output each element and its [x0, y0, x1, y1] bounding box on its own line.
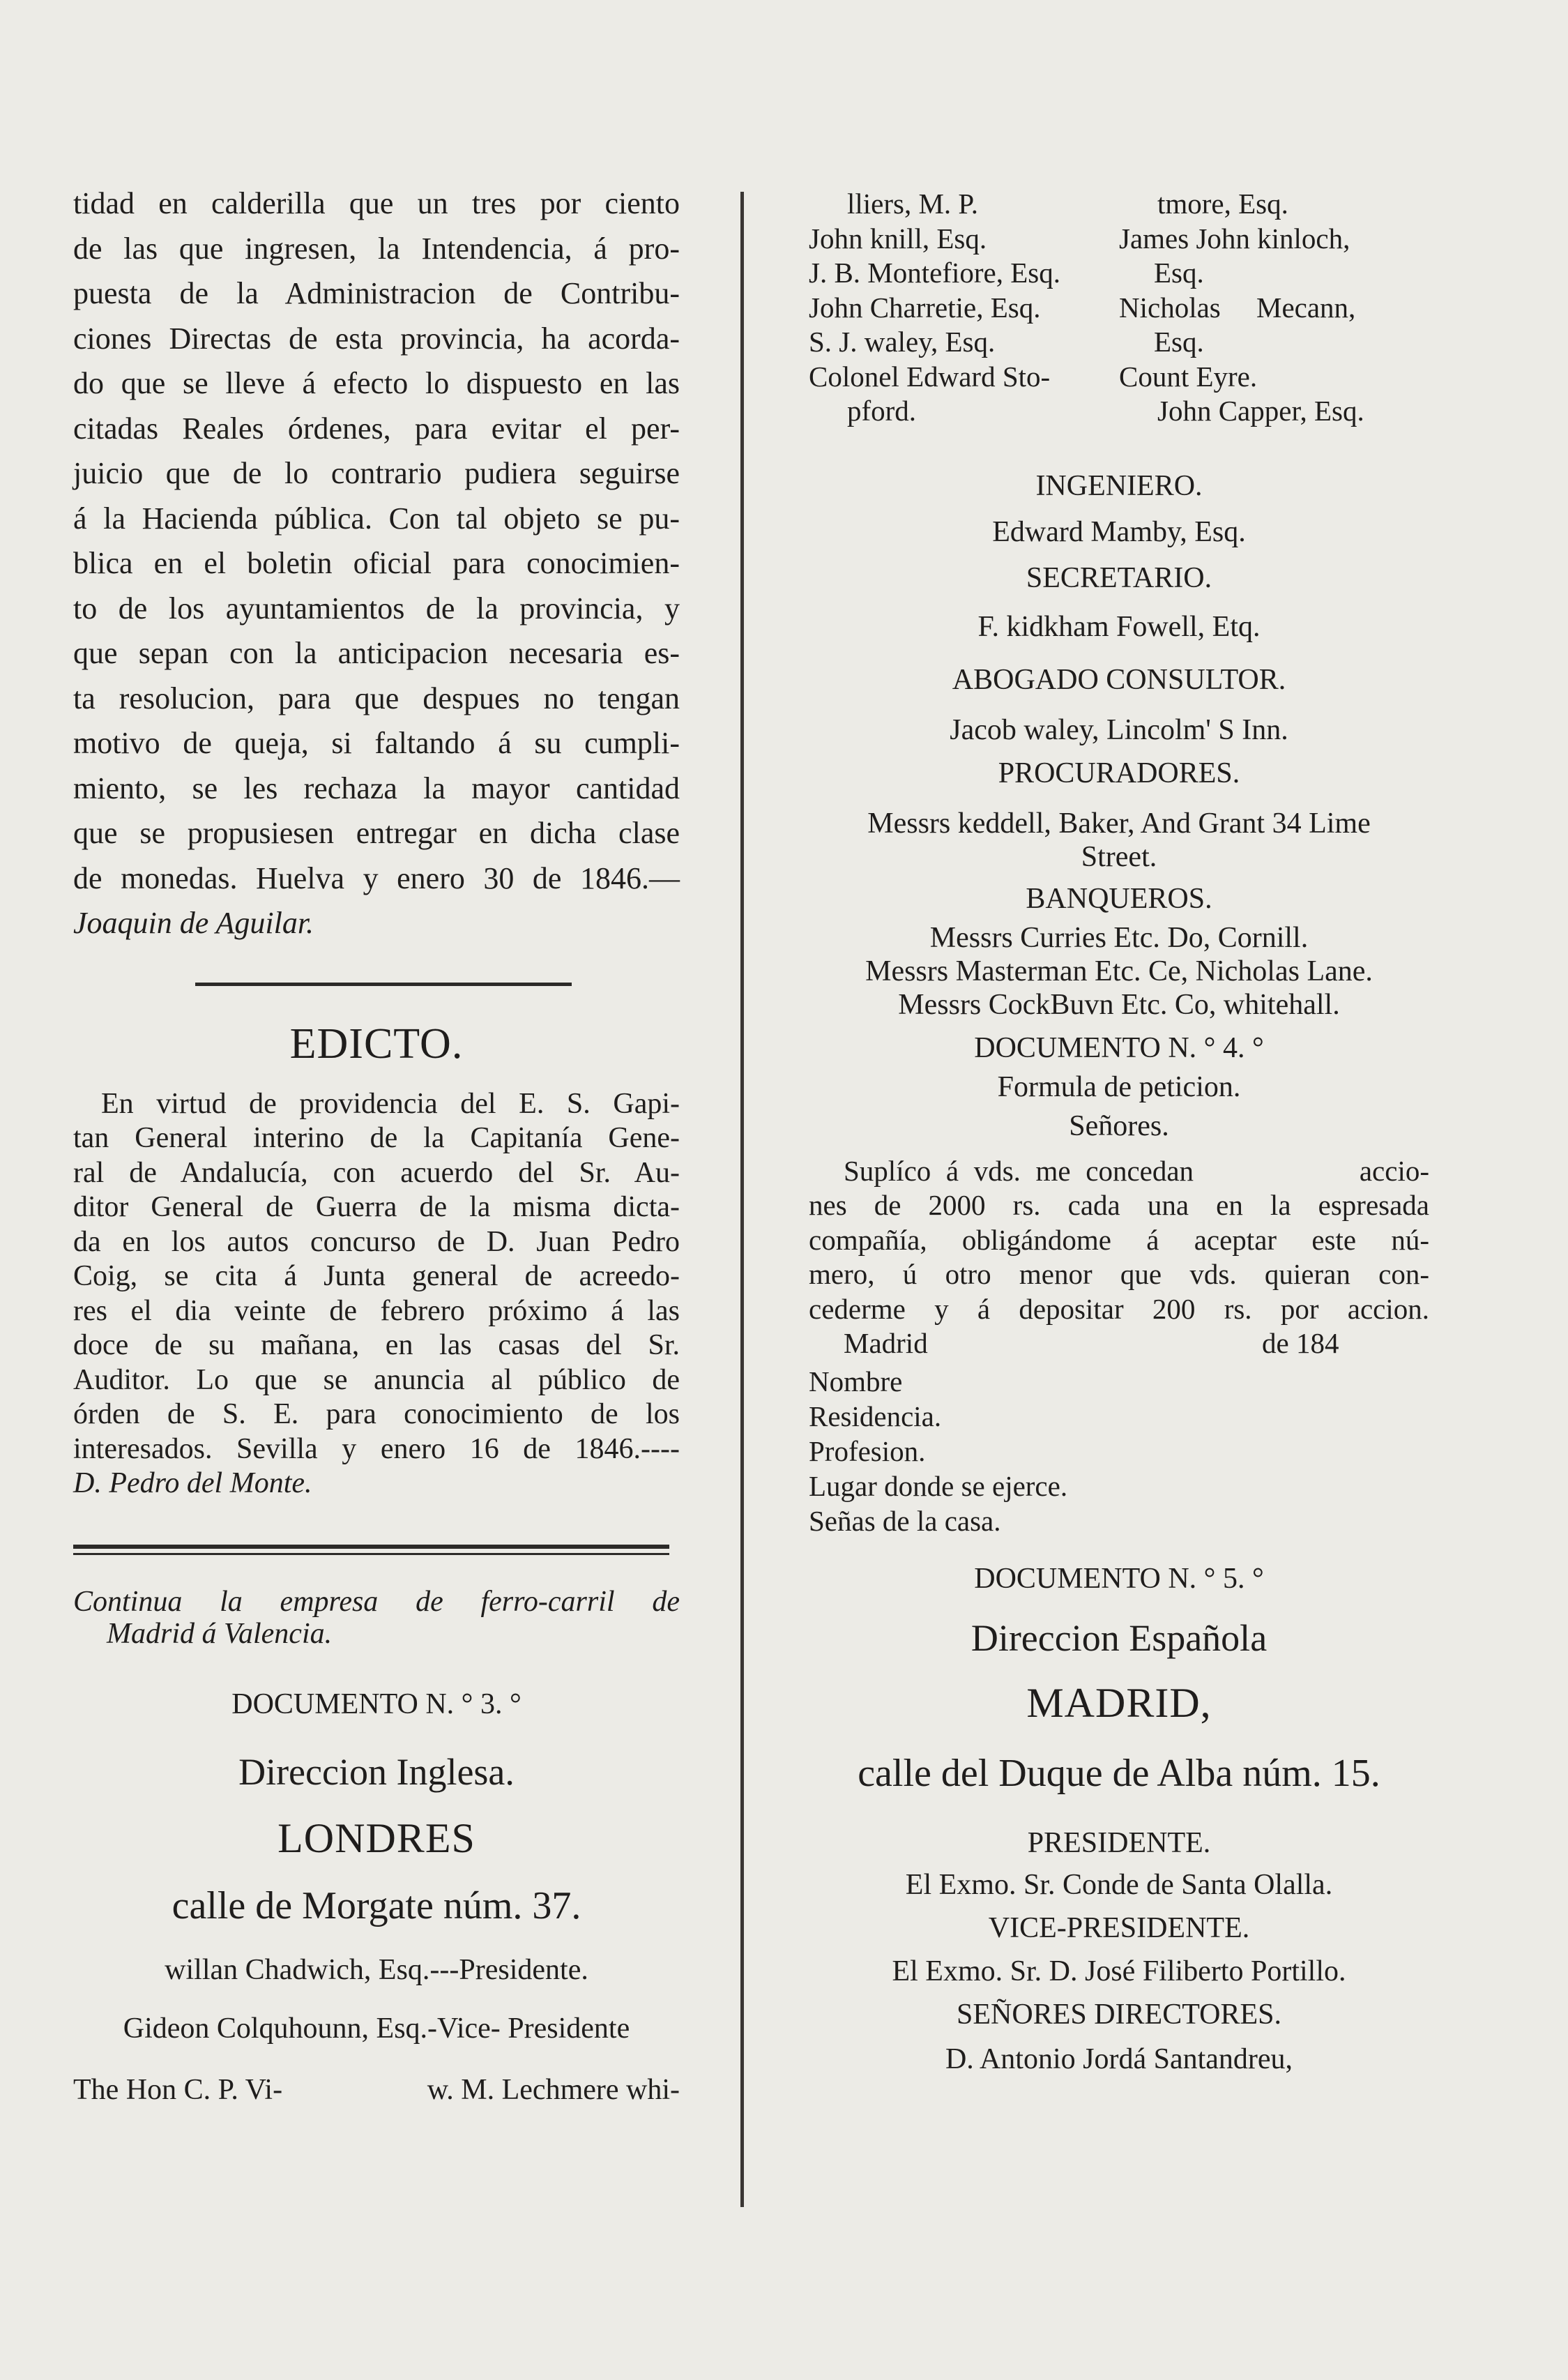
peticion-paragraph: [809, 1154, 1429, 1327]
madrid-heading: MADRID,: [1026, 1679, 1212, 1726]
list-item: [809, 187, 1429, 222]
right-column: [809, 187, 1429, 2076]
presidente-name: El Exmo. Sr. Conde de Santa Olalla.: [905, 1868, 1333, 1901]
secretario-heading: SECRETARIO.: [1026, 561, 1212, 594]
text-line: miento, se les rechaza la mayor cantidad: [73, 771, 680, 805]
director-name: J. B. Montefiore, Esq.: [809, 257, 1060, 289]
date-year: de 184: [1262, 1327, 1339, 1359]
text-line: Coig, se cita á Junta general de acreedo-: [73, 1260, 680, 1292]
field-label: Residencia.: [809, 1400, 942, 1432]
banqueros-heading: BANQUEROS.: [1026, 882, 1212, 915]
director-name: Colonel Edward Sto-: [809, 360, 1051, 393]
text-line: En virtud de providencia del E. S. Gapi-: [101, 1087, 680, 1120]
director-line: [73, 2073, 680, 2107]
text-line: Suplíco á vds. me concedan accio-: [844, 1154, 1429, 1187]
text-line: puesta de la Administracion de Contribu-: [73, 276, 680, 310]
director-left: The Hon C. P. Vi-: [73, 2073, 283, 2106]
field-label: Lugar donde se ejerce.: [809, 1469, 1068, 1502]
banqueros-line: Messrs Curries Etc. Do, Cornill.: [929, 921, 1309, 954]
edicto-signature: D. Pedro del Monte.: [73, 1467, 312, 1499]
field-label: Señas de la casa.: [809, 1504, 1001, 1537]
procuradores-line: Street.: [1081, 840, 1157, 873]
text-line: de monedas. Huelva y enero 30 de 1846.—: [73, 861, 680, 895]
edicto-paragraph: [73, 1087, 680, 1501]
section-divider: [195, 983, 572, 986]
president-line: willan Chadwich, Esq.---Presidente.: [165, 1953, 588, 1986]
text-line: mero, ú otro menor que vds. quieran con-: [809, 1258, 1429, 1290]
morgate-address: calle de Morgate núm. 37.: [172, 1883, 581, 1927]
documento-5-heading: DOCUMENTO N. ° 5. °: [974, 1562, 1264, 1595]
director-name: John knill, Esq.: [809, 222, 987, 255]
text-line: ral de Andalucía, con acuerdo del Sr. Au-: [73, 1156, 680, 1189]
director-name: Count Eyre.: [1119, 360, 1258, 393]
directores-heading: SEÑORES DIRECTORES.: [957, 1998, 1281, 2031]
continua-note: [73, 1586, 680, 1650]
text-line: tan General interino de la Capitanía Gene-: [73, 1122, 680, 1154]
text-line: doce de su mañana, en las casas del Sr.: [73, 1329, 680, 1361]
ingeniero-name: Edward Mamby, Esq.: [992, 515, 1246, 548]
list-item: [809, 325, 1429, 360]
text-line: citadas Reales órdenes, para evitar el per-: [73, 411, 680, 446]
field-label: Profesion.: [809, 1434, 926, 1467]
form-fields: [809, 1364, 1429, 1538]
text-line: juicio que de lo contrario pudiera seguirse: [73, 456, 680, 490]
text-line: motivo de queja, si faltando á su cumpli-: [73, 726, 680, 760]
text-line: ta resolucion, para que despues no tengan: [73, 681, 680, 715]
list-item: [809, 394, 1429, 429]
text-line: ditor General de Guerra de la misma dicta-: [73, 1191, 680, 1223]
duque-address: calle del Duque de Alba núm. 15.: [858, 1751, 1380, 1795]
text-line: cederme y á depositar 200 rs. por accion.: [809, 1292, 1429, 1325]
column-divider: [740, 192, 744, 2207]
abogado-heading: ABOGADO CONSULTOR.: [952, 663, 1286, 696]
director-name: pford.: [847, 395, 917, 427]
text-line: de las que ingresen, la Intendencia, á pro-: [73, 231, 680, 266]
text-line: res el dia veinte de febrero próximo á las: [73, 1294, 680, 1327]
text-line: Madrid á Valencia.: [107, 1617, 333, 1650]
director-name: lliers, M. P.: [847, 188, 978, 220]
text-line: interesados. Sevilla y enero 16 de 1846.----: [73, 1432, 680, 1465]
signature: Joaquin de Aguilar.: [73, 906, 314, 940]
list-item: [809, 256, 1429, 291]
director-name: Nicholas Mecann,: [1119, 291, 1356, 324]
madrid-date-line: [809, 1326, 1429, 1361]
text-line: compañía, obligándome á aceptar este nú-: [809, 1223, 1429, 1256]
text-line: ciones Directas de esta provincia, ha acorda-: [73, 321, 680, 356]
presidente-heading: PRESIDENTE.: [1027, 1826, 1211, 1859]
banqueros-line: Messrs CockBuvn Etc. Co, whitehall.: [898, 988, 1340, 1021]
text-line: da en los autos concurso de D. Juan Pedro: [73, 1225, 680, 1258]
director-name: John Charretie, Esq.: [809, 291, 1041, 324]
secretario-name: F. kidkham Fowell, Etq.: [977, 610, 1261, 643]
director-name: Esq.: [1154, 257, 1204, 289]
documento-4-heading: DOCUMENTO N. ° 4. °: [974, 1031, 1264, 1064]
abogado-name: Jacob waley, Lincolm' S Inn.: [950, 713, 1288, 746]
direccion-inglesa-heading: Direccion Inglesa.: [238, 1750, 515, 1793]
banqueros-line: Messrs Masterman Etc. Ce, Nicholas Lane.: [865, 955, 1373, 987]
text-line: órden de S. E. para conocimiento de los: [73, 1398, 680, 1430]
director-name: S. J. waley, Esq.: [809, 326, 996, 358]
text-line: que se propusiesen entregar en dicha clase: [73, 816, 680, 850]
director-name: James John kinloch,: [1119, 222, 1350, 255]
londres-heading: LONDRES: [277, 1814, 475, 1861]
text-line: que sepan con la anticipacion necesaria es-: [73, 636, 680, 670]
text-line: Auditor. Lo que se anuncia al público de: [73, 1363, 680, 1396]
procuradores-heading: PROCURADORES.: [998, 757, 1240, 789]
text-line: tidad en calderilla que un tres por ciento: [73, 186, 680, 220]
directores-name: D. Antonio Jordá Santandreu,: [945, 2042, 1293, 2075]
text-line: á la Hacienda pública. Con tal objeto se pu-: [73, 501, 680, 536]
text-line: do que se lleve á efecto lo dispuesto en las: [73, 366, 680, 400]
formula-heading: Formula de peticion.: [997, 1070, 1241, 1103]
director-name: Esq.: [1154, 326, 1204, 358]
double-divider: [73, 1545, 669, 1555]
text-line: nes de 2000 rs. cada una en la espresada: [809, 1189, 1429, 1221]
text-line: Continua la empresa de ferro-carril de: [73, 1585, 680, 1618]
ingeniero-heading: INGENIERO.: [1035, 469, 1203, 502]
senores-line: Señores.: [1069, 1109, 1169, 1142]
director-name: John Capper, Esq.: [1157, 395, 1364, 427]
text-line: blica en el boletin oficial para conocimien-: [73, 546, 680, 580]
vice-president-line: Gideon Colquhounn, Esq.-Vice- Presidente: [123, 2012, 630, 2045]
list-item: [809, 291, 1429, 326]
direccion-espanola-heading: Direccion Española: [971, 1616, 1268, 1659]
directors-list: [809, 187, 1429, 429]
director-right: w. M. Lechmere whi-: [427, 2073, 680, 2106]
date-place: Madrid: [844, 1327, 928, 1359]
documento-3-heading: DOCUMENTO N. ° 3. °: [231, 1688, 522, 1720]
vice-heading: VICE-PRESIDENTE.: [988, 1911, 1250, 1944]
edicto-heading: EDICTO.: [289, 1020, 464, 1068]
text-line: to de los ayuntamientos de la provincia, y: [73, 591, 680, 626]
vice-name: El Exmo. Sr. D. José Filiberto Portillo.: [892, 1955, 1346, 1987]
field-label: Nombre: [809, 1365, 903, 1397]
list-item: [809, 360, 1429, 395]
left-column: [73, 181, 680, 2107]
opening-paragraph: [73, 181, 680, 946]
director-name: tmore, Esq.: [1157, 188, 1288, 220]
procuradores-line: Messrs keddell, Baker, And Grant 34 Lime: [867, 807, 1371, 840]
list-item: [809, 222, 1429, 257]
